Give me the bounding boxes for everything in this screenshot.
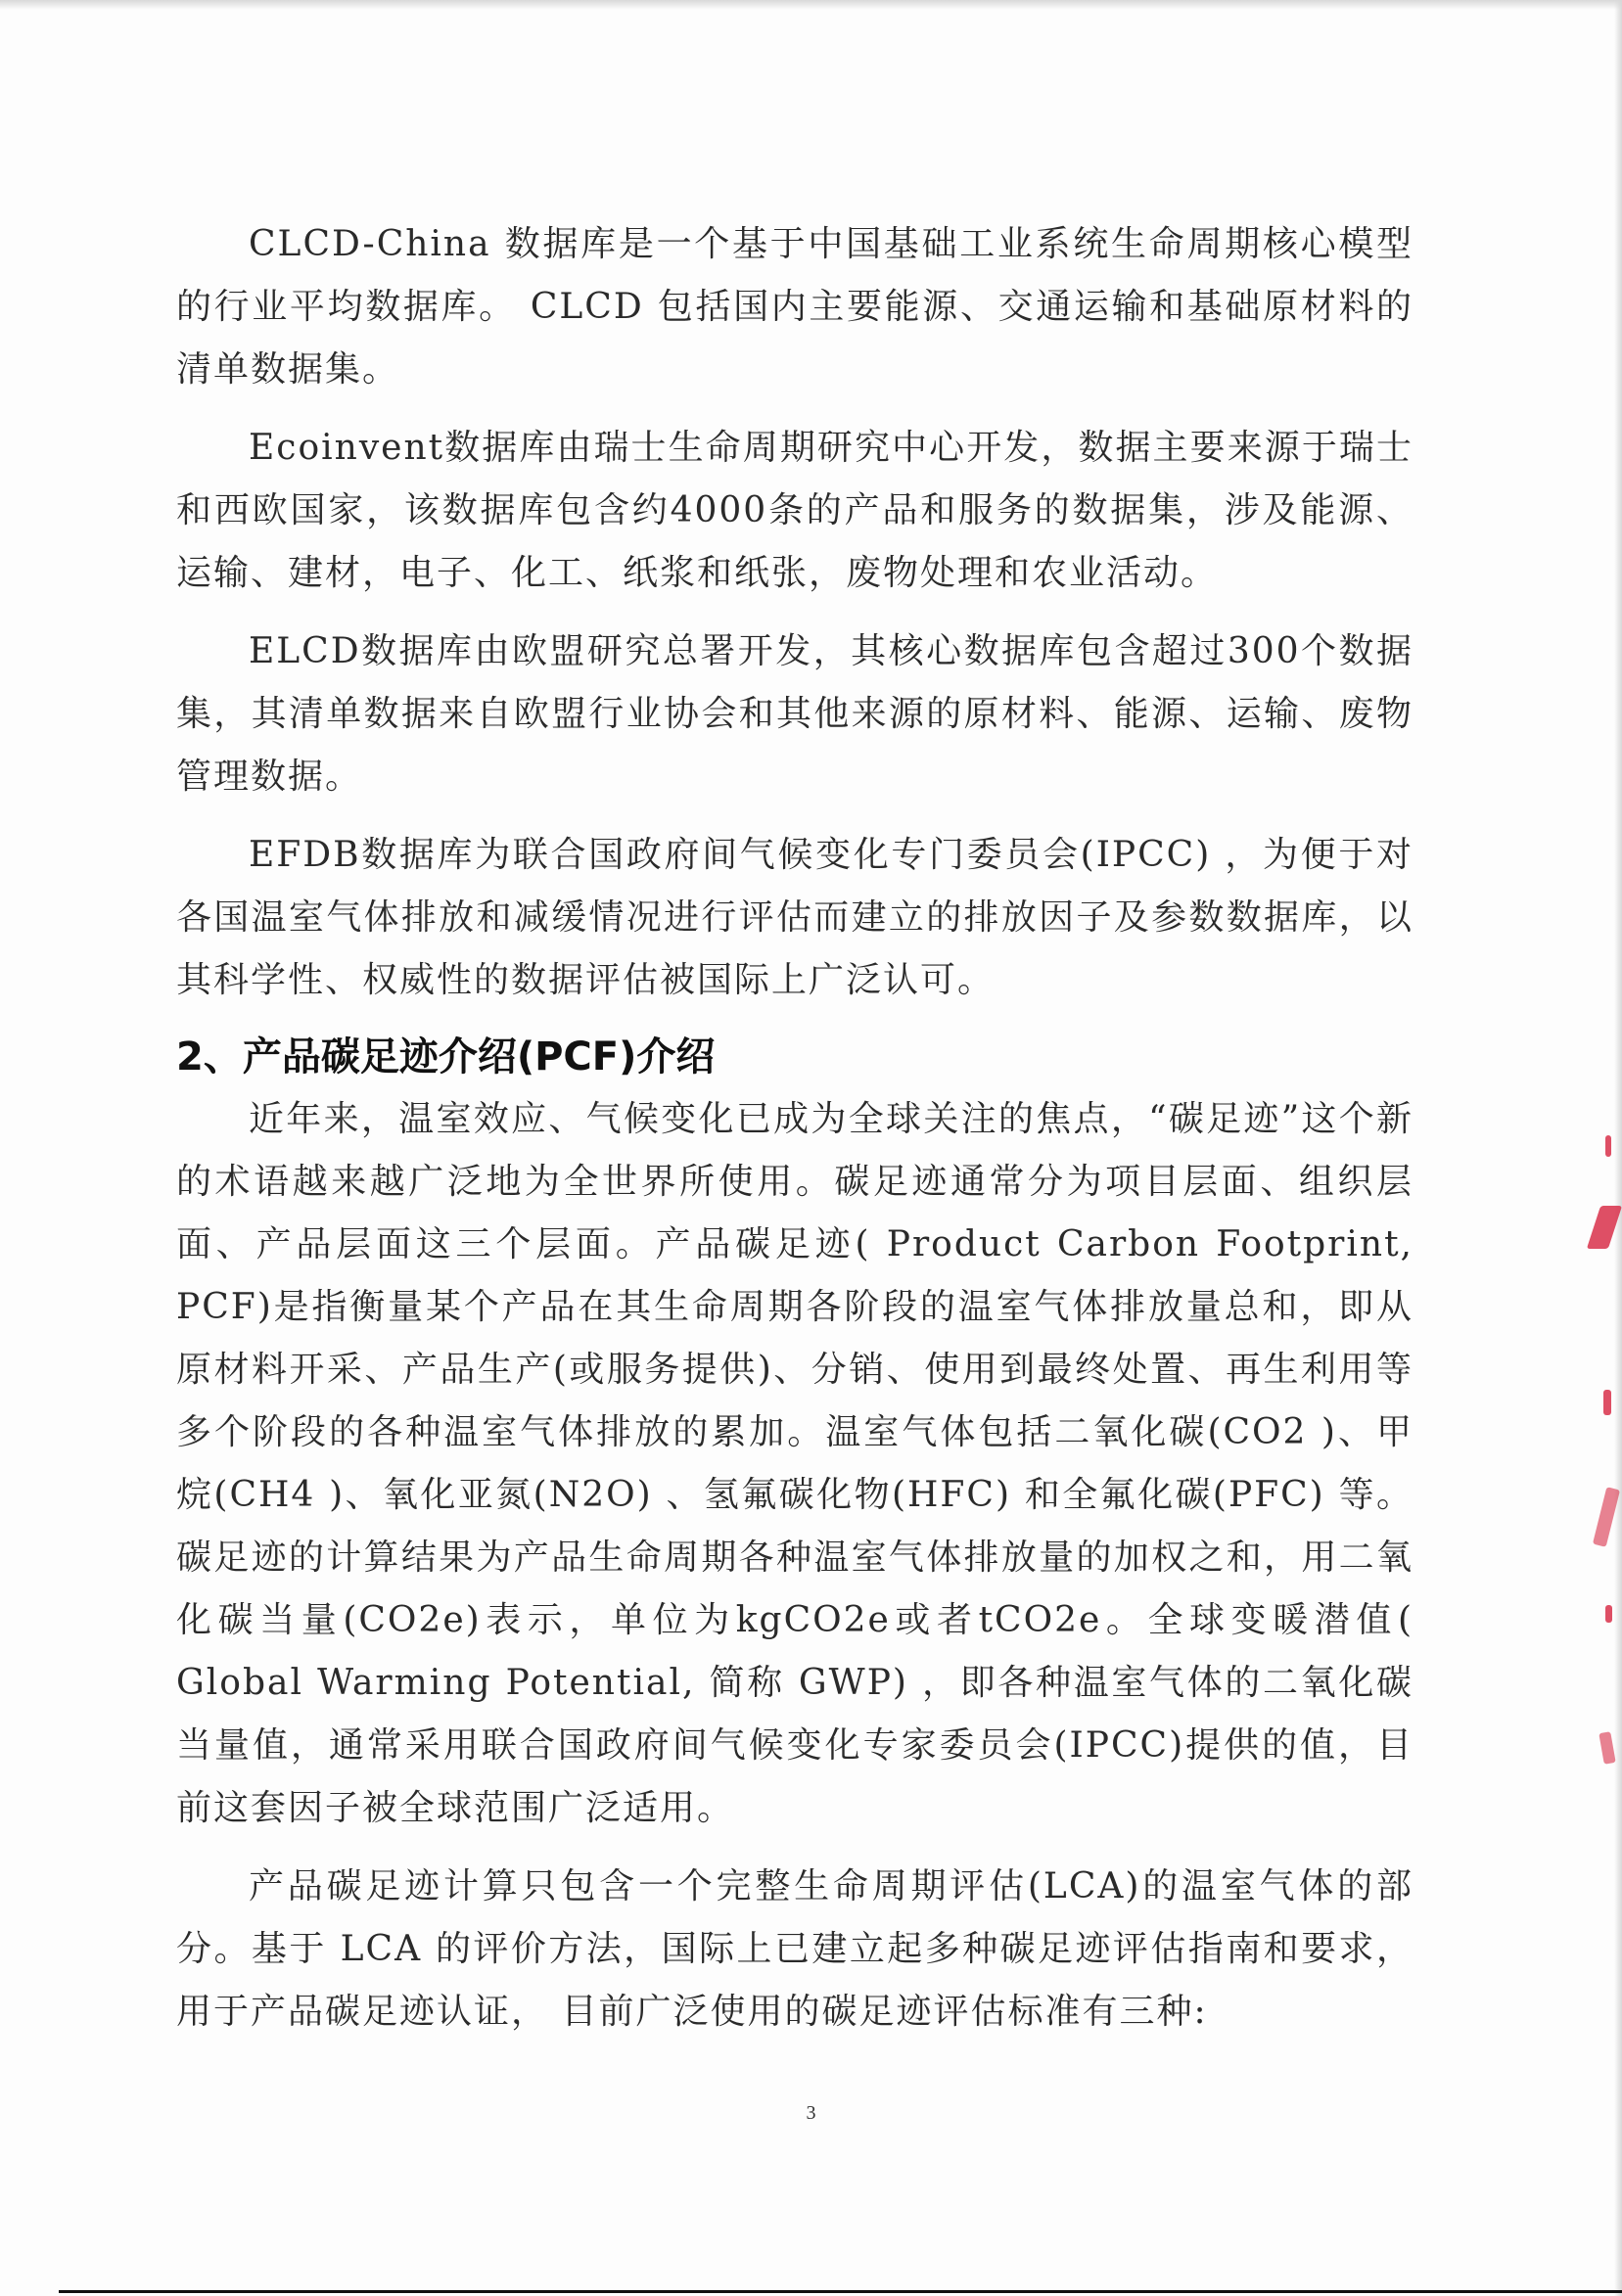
paragraph-pcf-intro: 近年来，温室效应、气候变化已成为全球关注的焦点，“碳足迹”这个新的术语越来越广泛地为全世界所使用。碳足迹通常分为项目层面、组织层面、产品层面这三个层面。产品碳足迹( Product Carbon Footprint, PCF)是指衡量某个产品在其生命周期各阶段的温室气体排放量总和，即从原材料开采、产品生产(或服务提供)、分销、使用到最终处置、再生利用等多个阶段的各种温室气体排放的累加。温室气体包括二氧化碳(CO2 )、甲烷(CH4 )、氧化亚氮(N2O) 、氢氟碳化物(HFC) 和全氟化碳(PFC) 等。碳足迹的计算结果为产品生命周期各种温室气体排放量的加权之和，用二氧化碳当量(CO2e)表示，单位为kgCO2e或者tCO2e。全球变暖潜值( Global Warming Potential, 简称 GWP) ，即各种温室气体的二氧化碳当量值，通常采用联合国政府间气候变化专家委员会(IPCC)提供的值，目前这套因子被全球范围广泛适用。 (176, 1099, 1413, 1828)
page-number: 3 (806, 2102, 816, 2124)
paragraph-elcd: ELCD数据库由欧盟研究总署开发，其核心数据库包含超过300个数据集，其清单数据来自欧盟行业协会和其他来源的原材料、能源、运输、废物管理数据。 (176, 631, 1413, 797)
scan-top-shadow (0, 0, 1622, 10)
section-heading: 2、产品碳足迹介绍(PCF)介绍 (176, 1034, 716, 1079)
scan-bottom-edge (59, 2290, 1622, 2293)
scan-right-edge (1614, 0, 1622, 2296)
paragraph-ecoinvent: Ecoinvent数据库由瑞士生命周期研究中心开发，数据主要来源于瑞士和西欧国家，该数据库包含约4000条的产品和服务的数据集，涉及能源、运输、建材，电子、化工、纸浆和纸张，废物处理和农业活动。 (176, 428, 1413, 593)
paragraph-efdb: EFDB数据库为联合国政府间气候变化专门委员会(IPCC) ，为便于对各国温室气体排放和减缓情况进行评估而建立的排放因子及参数数据库，以其科学性、权威性的数据评估被国际上广泛认可。 (176, 835, 1413, 1000)
page-content (176, 213, 1413, 2059)
paragraph-clcd: CLCD-China 数据库是一个基于中国基础工业系统生命周期核心模型的行业平均数据库。 CLCD 包括国内主要能源、交通运输和基础原材料的清单数据集。 (176, 224, 1413, 390)
paragraph-pcf-standards: 产品碳足迹计算只包含一个完整生命周期评估(LCA)的温室气体的部分。基于 LCA 的评价方法，国际上已建立起多种碳足迹评估指南和要求，用于产品碳足迹认证， 目前广泛使用的碳足迹评估标准有三种: (176, 1866, 1413, 2032)
